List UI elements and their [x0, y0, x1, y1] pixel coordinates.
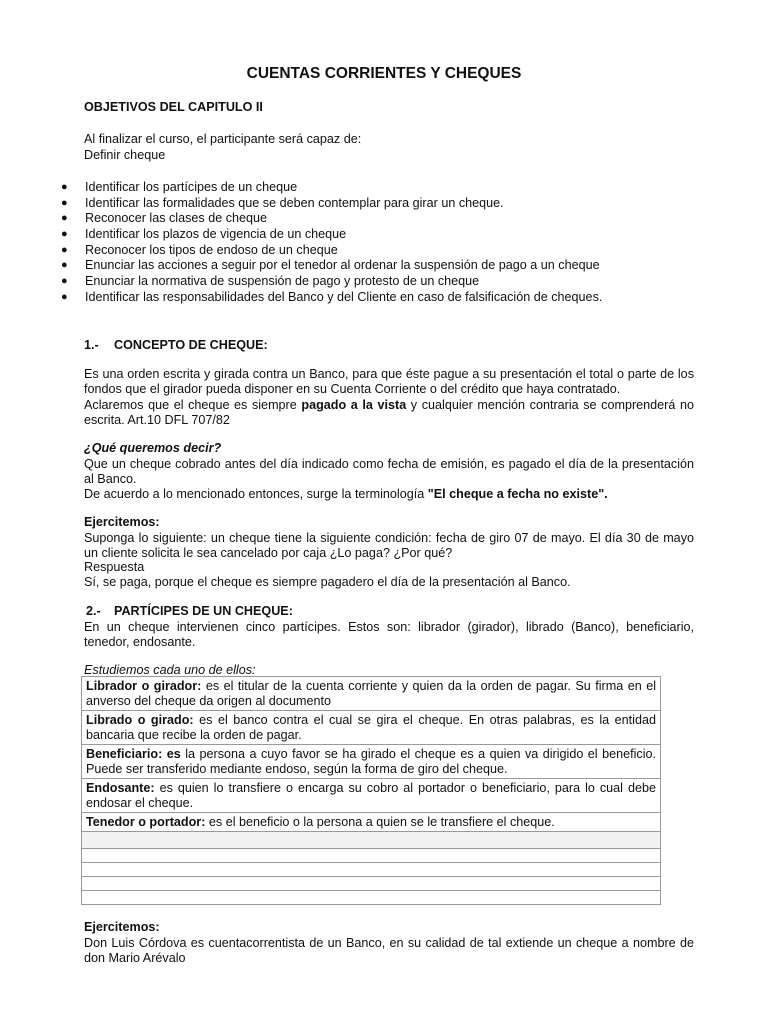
list-item: ● Enunciar la normativa de suspensión de pago y protesto de un cheque [61, 274, 480, 289]
study-line: Estudiemos cada uno de ellos: [84, 663, 256, 677]
list-item: ● Reconocer las clases de cheque [61, 211, 268, 226]
bullet-icon: ● [61, 212, 68, 225]
row-term: Tenedor o portador: [86, 815, 206, 829]
row-description: es el banco contra el cual se gira el cheque. En otras palabras, es la entidad bancaria que recibe la orden de pagar. [86, 713, 656, 742]
row-term: Librado o girado: [86, 713, 194, 727]
section-2-heading [84, 604, 694, 619]
bullet-icon: ● [61, 259, 68, 272]
section-2-paragraph-1: En un cheque intervienen cinco partícipes. Estos son: librador (girador), librado (Banco), beneficiario, tenedor, endosante. [84, 619, 694, 649]
bullet-icon: ● [61, 196, 68, 209]
table-row-empty [82, 832, 661, 849]
section-number: 2.- [86, 604, 101, 618]
exercise-text-2: Don Luis Córdova es cuentacorrentista de un Banco, en su calidad de tal extiende un cheque a nombre de don Mario Arévalo [84, 935, 694, 965]
row-term: Beneficiario: es [86, 747, 181, 761]
bullet-icon: ● [61, 275, 68, 288]
exercise-heading-2: Ejercitemos: [84, 920, 160, 934]
row-description: la persona a cuyo favor se ha girado el cheque es a quien va dirigido el beneficio. Puede ser transferido mediante endoso, según la forma de giro del cheque. [86, 747, 656, 776]
page-title: CUENTAS CORRIENTES Y CHEQUES [246, 65, 522, 82]
section-title: PARTÍCIPES DE UN CHEQUE: [114, 604, 293, 618]
exercise-heading: Ejercitemos: [84, 515, 160, 529]
table-row-empty [82, 877, 661, 891]
section-1-heading [84, 338, 694, 353]
section-number: 1.- [84, 338, 99, 352]
bullet-icon: ● [61, 181, 68, 193]
exercise-text: Suponga lo siguiente: un cheque tiene la siguiente condición: fecha de giro 07 de mayo. El día 30 de mayo un cliente solicita le sea cancelado por caja ¿Lo paga? ¿Por qué? [84, 530, 694, 560]
list-item: ● Identificar los partícipes de un cheque [61, 180, 298, 194]
list-item: ● Enunciar las acciones a seguir por el tenedor al ordenar la suspensión de pago a un cheque [61, 258, 600, 273]
list-item: ● Identificar las responsabilidades del Banco y del Cliente en caso de falsificación de cheques. [61, 289, 603, 304]
intro-line-2: Definir cheque [84, 147, 166, 162]
table-row-empty [82, 863, 661, 877]
section-1-paragraph-2: Aclaremos que el cheque es siempre pagado a la vista y cualquier mención contraria se comprenderá no escrita. Art.10 DFL 707/82 [84, 397, 694, 427]
answer-label: Respuesta [84, 560, 145, 574]
table-row [82, 779, 661, 813]
table-row-empty [82, 849, 661, 863]
objectives-heading: OBJETIVOS DEL CAPITULO II [84, 100, 263, 114]
row-description: es el beneficio o la persona a quien se le transfiere el cheque. [205, 815, 555, 829]
row-description: es quien lo transfiere o encarga su cobro al portador o beneficiario, para lo cual debe endosar el cheque. [86, 781, 656, 810]
table-row [82, 711, 661, 745]
intro-line-1: Al finalizar el curso, el participante será capaz de: [84, 132, 362, 146]
table-row [82, 677, 661, 711]
list-item: ● Identificar las formalidades que se deben contemplar para girar un cheque. [61, 195, 504, 210]
table-row-empty [82, 891, 661, 905]
participants-table [81, 676, 661, 905]
bullet-icon: ● [61, 228, 68, 241]
question-heading: ¿Qué queremos decir? [84, 441, 222, 455]
row-term: Endosante: [86, 781, 155, 795]
table-row [82, 813, 661, 832]
list-item: ● Identificar los plazos de vigencia de un cheque [61, 227, 347, 242]
list-item: ● Reconocer los tipos de endoso de un cheque [61, 242, 338, 257]
row-description: es el titular de la cuenta corriente y quien da la orden de pagar. Su firma en el anverso del cheque da origen al documento [86, 679, 656, 708]
objectives-list [56, 180, 696, 306]
section-1-paragraph-3: Que un cheque cobrado antes del día indicado como fecha de emisión, es pagado el día de la presentación al Banco. [84, 456, 694, 486]
bullet-icon: ● [61, 290, 68, 303]
section-title: CONCEPTO DE CHEQUE: [114, 338, 268, 352]
bullet-icon: ● [61, 243, 68, 256]
table-row [82, 745, 661, 779]
section-1-paragraph-1: Es una orden escrita y girada contra un Banco, para que éste pague a su presentación el total o parte de los fondos que el girador pueda disponer en su Cuenta Corriente o del crédito que haya contratado. [84, 367, 694, 397]
answer-text: Sí, se paga, porque el cheque es siempre pagadero el día de la presentación al Banco. [84, 575, 571, 589]
row-term: Librador o girador: [86, 679, 202, 693]
section-1-paragraph-4: De acuerdo a lo mencionado entonces, surge la terminología "El cheque a fecha no existe". [84, 487, 608, 501]
